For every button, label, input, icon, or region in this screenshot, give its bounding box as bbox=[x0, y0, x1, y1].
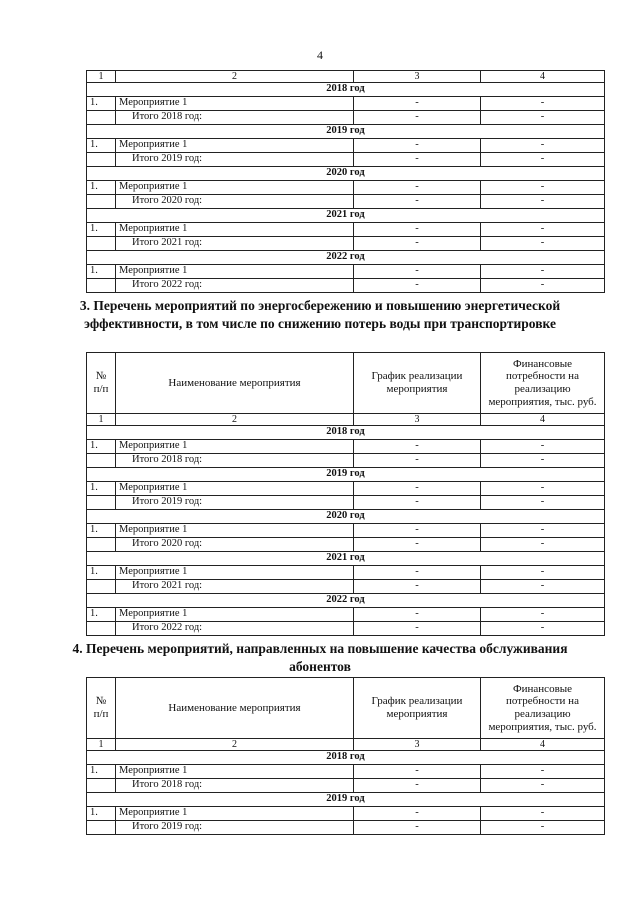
total-row: Итого 2018 год: - - bbox=[87, 111, 605, 125]
total-row: Итого 2019 год: - - bbox=[87, 153, 605, 167]
service-quality-table bbox=[86, 677, 605, 835]
total-row: Итого 2020 год: - - bbox=[87, 538, 605, 552]
year-row: 2021 год bbox=[87, 209, 605, 223]
table-row: 1. Мероприятие 1 - - bbox=[87, 482, 605, 496]
header-schedule: График реализации мероприятия bbox=[354, 353, 481, 414]
year-row: 2020 год bbox=[87, 510, 605, 524]
header-finance: Финансовые потребности на реализацию мероприятия, тыс. руб. bbox=[481, 353, 605, 414]
total-row: Итого 2020 год: - - bbox=[87, 195, 605, 209]
section-3-title: 3. Перечень мероприятий по энергосбережению и повышению энергетической эффективности, в том числе по снижению потерь воды при транспортировке bbox=[79, 298, 561, 331]
year-row: 2019 год bbox=[87, 793, 605, 807]
total-row: Итого 2022 год: - - bbox=[87, 622, 605, 636]
table-row: 1. Мероприятие 1 - - bbox=[87, 608, 605, 622]
header-name: Наименование мероприятия bbox=[116, 353, 354, 414]
table-row: 1. Мероприятие 1 - - bbox=[87, 223, 605, 237]
table-row: 1. Мероприятие 1 - - bbox=[87, 566, 605, 580]
table-row: 1. Мероприятие 1 - - bbox=[87, 440, 605, 454]
table-header-row bbox=[87, 678, 605, 739]
table-header-row bbox=[87, 353, 605, 414]
header-finance: Финансовые потребности на реализацию мероприятия, тыс. руб. bbox=[481, 678, 605, 739]
table-row: 1. Мероприятие 1 - - bbox=[87, 139, 605, 153]
year-row: 2018 год bbox=[87, 751, 605, 765]
year-row: 2018 год bbox=[87, 426, 605, 440]
page-number: 4 bbox=[317, 48, 323, 62]
column-numbers-row: 1 2 3 4 bbox=[87, 739, 605, 751]
year-row: 2019 год bbox=[87, 468, 605, 482]
column-numbers-row: 1 2 3 4 bbox=[87, 71, 605, 83]
energy-saving-table bbox=[86, 352, 605, 636]
table-row: 1. Мероприятие 1 - - bbox=[87, 807, 605, 821]
total-row: Итого 2018 год: - - bbox=[87, 454, 605, 468]
total-row: Итого 2019 год: - - bbox=[87, 496, 605, 510]
year-row: 2018 год bbox=[87, 83, 605, 97]
header-num: № п/п bbox=[87, 678, 116, 739]
total-row: Итого 2018 год: - - bbox=[87, 779, 605, 793]
year-row: 2019 год bbox=[87, 125, 605, 139]
year-row: 2021 год bbox=[87, 552, 605, 566]
total-row: Итого 2021 год: - - bbox=[87, 237, 605, 251]
section-4-title: 4. Перечень мероприятий, направленных на повышение качества обслуживания абонентов bbox=[72, 641, 568, 674]
total-row: Итого 2022 год: - - bbox=[87, 279, 605, 293]
table-row: 1. Мероприятие 1 - - bbox=[87, 181, 605, 195]
year-row: 2022 год bbox=[87, 594, 605, 608]
year-row: 2022 год bbox=[87, 251, 605, 265]
header-name: Наименование мероприятия bbox=[116, 678, 354, 739]
year-row: 2020 год bbox=[87, 167, 605, 181]
total-row: Итого 2021 год: - - bbox=[87, 580, 605, 594]
header-schedule: График реализации мероприятия bbox=[354, 678, 481, 739]
header-num: № п/п bbox=[87, 353, 116, 414]
table-row: 1. Мероприятие 1 - - bbox=[87, 765, 605, 779]
column-numbers-row: 1 2 3 4 bbox=[87, 414, 605, 426]
total-row: Итого 2019 год: - - bbox=[87, 821, 605, 835]
table-row: 1. Мероприятие 1 - - bbox=[87, 265, 605, 279]
table-row: 1. Мероприятие 1 - - bbox=[87, 524, 605, 538]
table-row: 1. Мероприятие 1 - - bbox=[87, 97, 605, 111]
events-table-continued bbox=[86, 70, 605, 293]
